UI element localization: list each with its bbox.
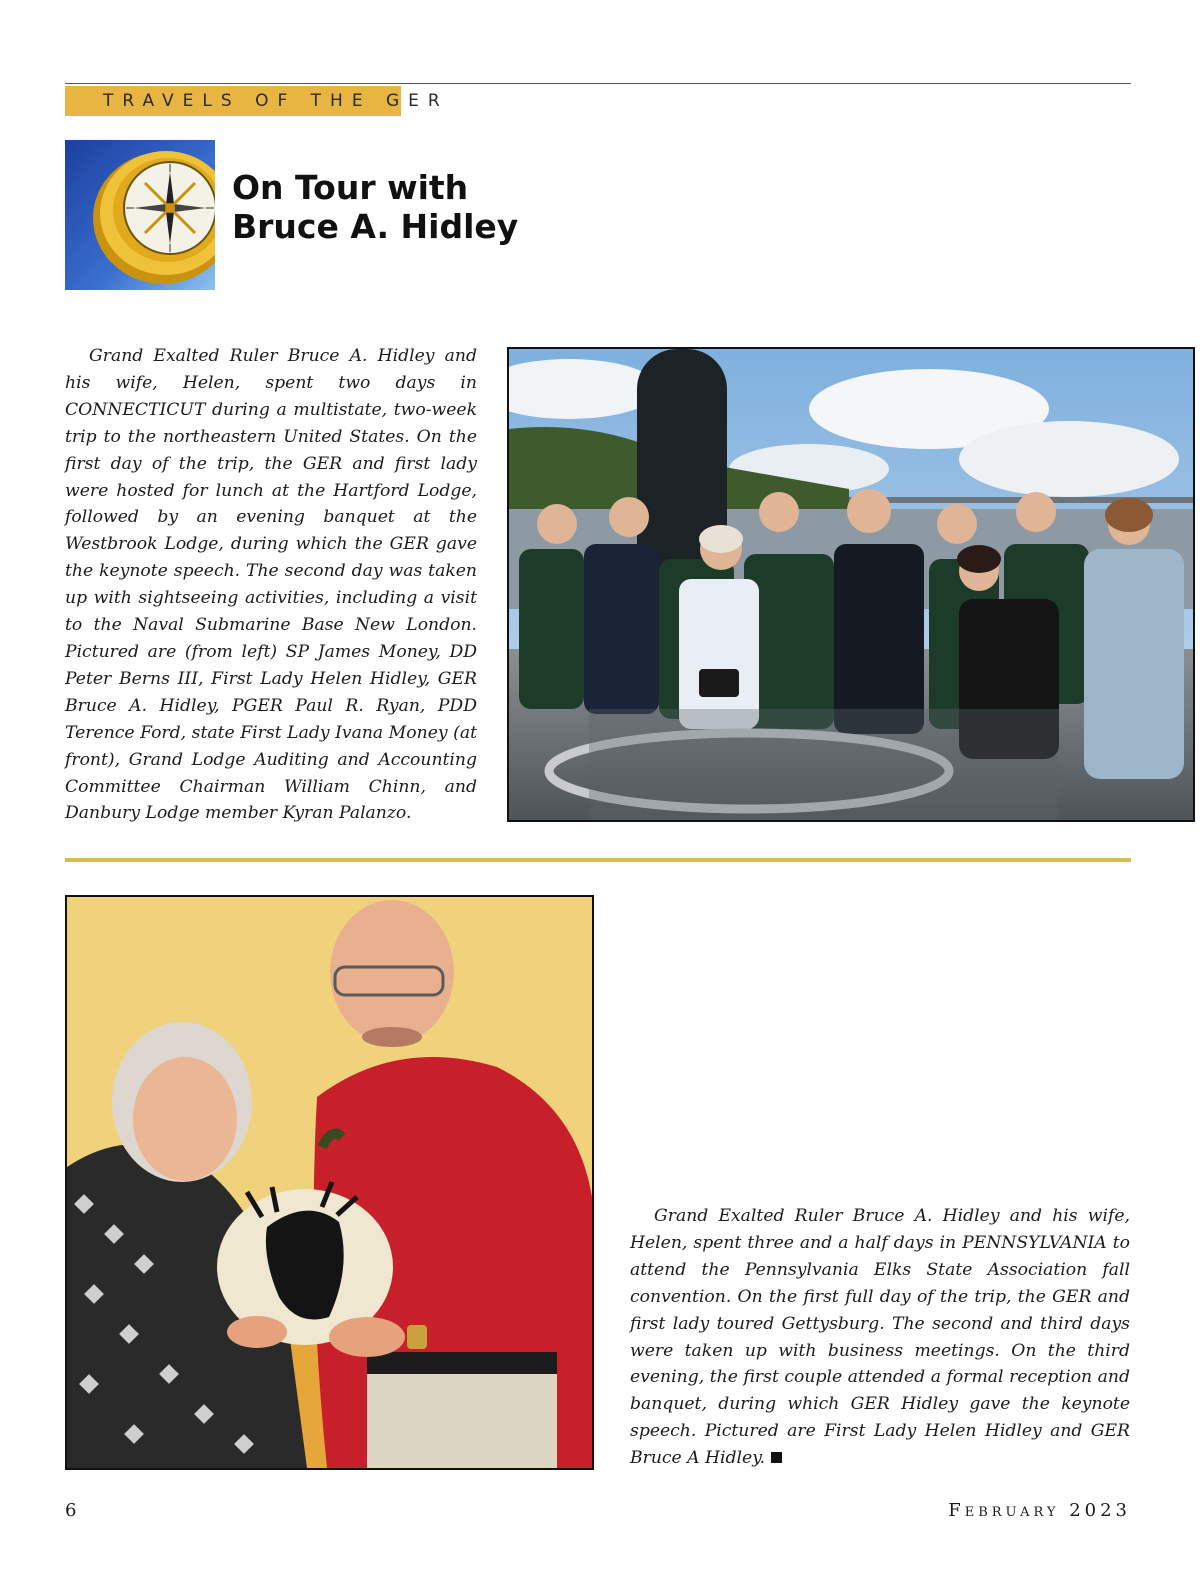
section-tag: TRAVELS OF THE GER: [65, 86, 401, 116]
caption-pennsylvania: [630, 1203, 1130, 1472]
end-of-article-mark: [771, 1452, 782, 1463]
top-rule: [65, 83, 1131, 84]
compass-icon: [65, 140, 215, 290]
article-headline: [232, 168, 652, 246]
photo-pumpkin-couple: [65, 895, 594, 1470]
caption-pennsylvania-text: Grand Exalted Ruler Bruce A. Hidley and his wife, Helen, spent three and a half days in PENNSYLVANIA to attend the Pennsylvania Elks State Association fall convention. On the first full day of the trip, the GER and first lady toured Gettysburg. The second and third days were taken up with business meetings. On the third evening, the first couple attended a formal reception and banquet, during which GER Hidley gave the keynote speech. Pictured are First Lady Helen Hidley and GER Bruce A Hidley.: [630, 1206, 1130, 1469]
headline-line-2: Bruce A. Hidley: [232, 207, 519, 246]
page-number: 6: [65, 1500, 77, 1521]
issue-date: February 2023: [948, 1500, 1131, 1521]
headline-line-1: On Tour with: [232, 168, 469, 207]
section-divider: [65, 858, 1131, 862]
caption-connecticut-text: Grand Exalted Ruler Bruce A. Hidley and his wife, Helen, spent two days in CONNECTICUT during a multistate, two-week trip to the northeastern United States. On the first day of the trip, the GER and first lady were hosted for lunch at the Hartford Lodge, followed by an evening banquet at the Westbrook Lodge, during which the GER gave the keynote speech. The second day was taken up with sightseeing activities, including a visit to the Naval Submarine Base New London. Pictured are (from left) SP James Money, DD Peter Berns III, First Lady Helen Hidley, GER Bruce A. Hidley, PGER Paul R. Ryan, PDD Terence Ford, state First Lady Ivana Money (at front), Grand Lodge Auditing and Accounting Committee Chairman William Chinn, and Danbury Lodge member Kyran Palanzo.: [65, 346, 477, 824]
photo-submarine-group: [507, 347, 1195, 822]
caption-connecticut: [65, 343, 477, 827]
